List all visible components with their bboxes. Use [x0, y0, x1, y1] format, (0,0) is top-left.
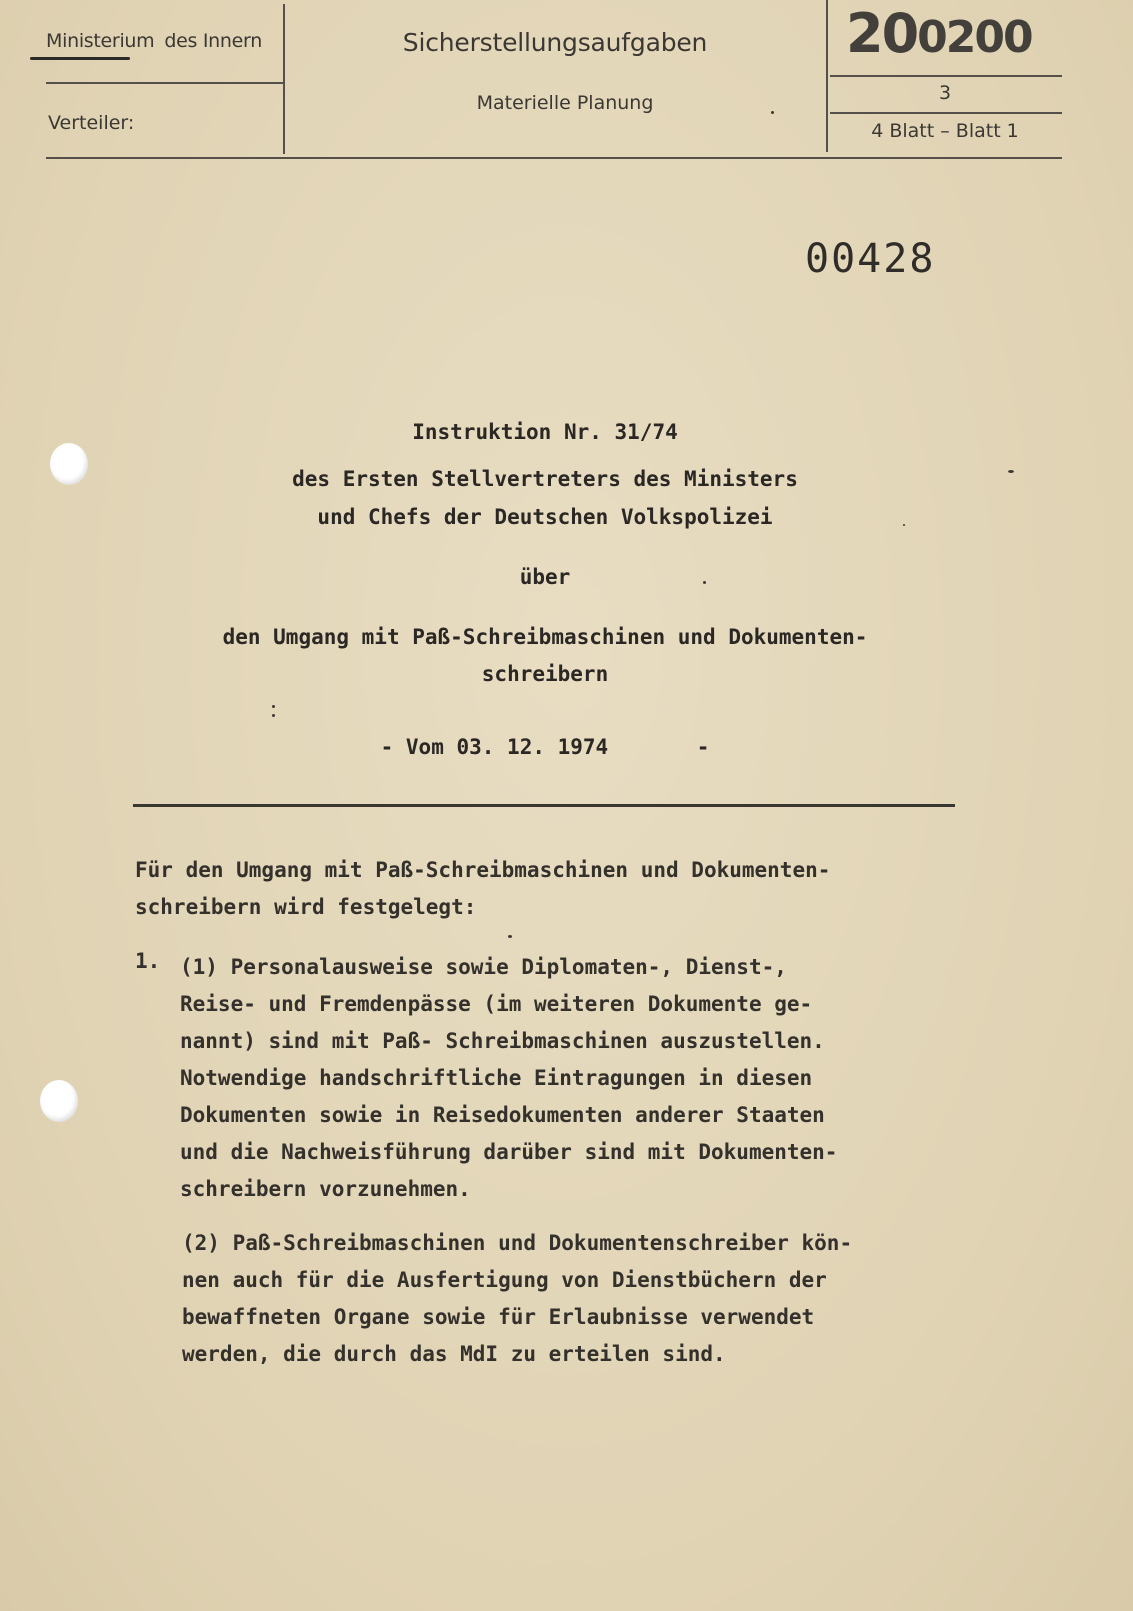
sheet-info: 4 Blatt – Blatt 1	[871, 120, 1019, 142]
file-code-part1: 20	[846, 2, 918, 65]
paper-speck	[771, 111, 774, 114]
issuer-line-1: des Ersten Stellvertreters des Ministers	[292, 467, 798, 491]
topic-line-1: den Umgang mit Paß-Schreibmaschinen und Dokumenten-	[222, 625, 868, 649]
paper-speck	[272, 714, 275, 717]
punch-hole-top	[50, 443, 88, 485]
about-word: über	[519, 565, 571, 589]
file-code-part2: 02	[917, 12, 975, 63]
ministry-name-part2: des Innern	[164, 30, 262, 52]
item-1-paragraph-2: (2) Paß-Schreibmaschinen und Dokumentenschreiber kön- nen auch für die Ausfertigung von Dienstbüchern der bewaffneten Organe sowie für Erlaubnisse verwendet werden, die durch das MdI zu erteilen sind.	[182, 1231, 853, 1366]
file-code	[846, 2, 1032, 65]
distribution-label: Verteiler:	[48, 112, 135, 134]
ministry-underline-mark	[30, 57, 130, 60]
header-bottom-rule	[46, 157, 1062, 159]
header-divider-1	[283, 4, 285, 154]
item-1-paragraph-1: (1) Personalausweise sowie Diplomaten-, Dienst-, Reise- und Fremdenpässe (im weiteren Dokumente ge- nannt) sind mit Paß- Schreibmaschinen auszustellen. Notwendige handschriftliche Eintragungen in diesen Dokumenten sowie in Reisedokumenten anderer Staaten und die Nachweisführung darüber sind mit Dokumenten- schreibern vorzunehmen.	[180, 955, 838, 1201]
punch-hole-bottom	[40, 1080, 78, 1122]
paper-speck	[1008, 470, 1014, 473]
paper-speck	[903, 524, 905, 526]
file-code-cell-number: 3	[938, 82, 952, 104]
issuer-line-2: und Chefs der Deutschen Volkspolizei	[317, 505, 773, 529]
ministry-label	[46, 30, 262, 52]
header-code-rule-2	[830, 112, 1062, 114]
ministry-name-part1: Ministerium	[46, 30, 155, 52]
file-code-part3: 00	[974, 12, 1032, 63]
instruction-title: Instruktion Nr. 31/74	[412, 420, 678, 444]
header-code-rule-1	[830, 75, 1062, 77]
header-row-divider-left	[46, 82, 284, 84]
paper-speck	[703, 581, 706, 584]
paper-speck	[508, 935, 512, 938]
subject-heading: Sicherstellungsaufgaben	[402, 28, 708, 57]
header-divider-2	[826, 0, 828, 152]
date-line: - Vom 03. 12. 1974 -	[380, 735, 710, 759]
subsubject-heading: Materielle Planung	[476, 92, 654, 114]
intro-paragraph: Für den Umgang mit Paß-Schreibmaschinen und Dokumenten- schreibern wird festgelegt:	[135, 858, 831, 919]
item-1-number: 1.	[135, 949, 161, 973]
document-number: 00428	[805, 236, 936, 282]
paper-speck	[272, 705, 275, 708]
topic-line-2: schreibern	[481, 662, 609, 686]
title-separator-rule	[133, 804, 955, 807]
